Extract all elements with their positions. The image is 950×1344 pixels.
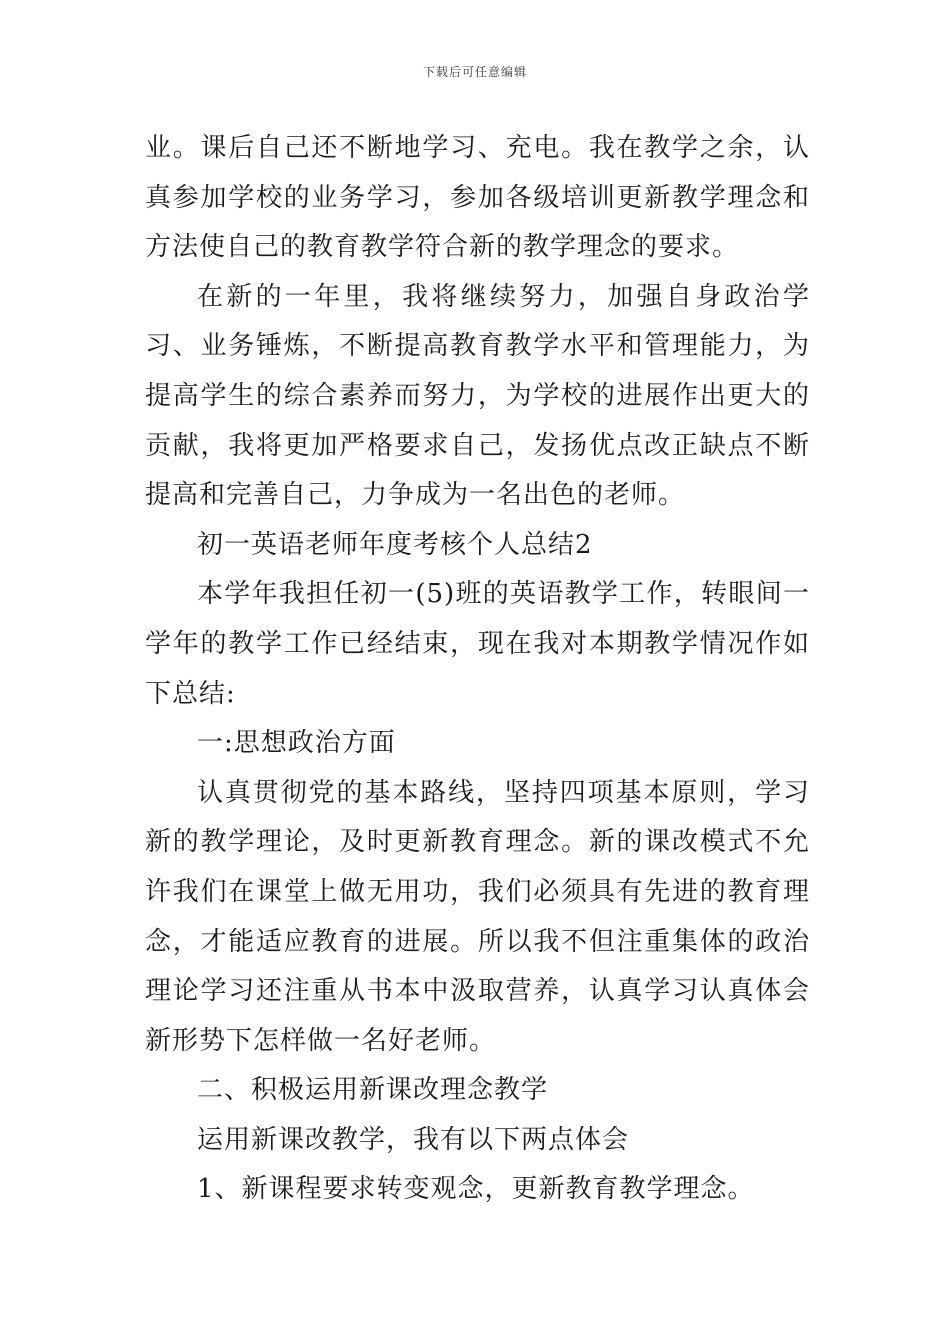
page-header-note: 下载后可任意编辑	[422, 65, 527, 79]
heading-ideology: 一:思想政治方面	[197, 728, 396, 759]
paragraph-ideology: 认真贯彻党的基本路线，坚持四项基本原则，学习新的教学理论，及时更新教育理念。新的课改模式不允许我们在课堂上做无用功，我们必须具有先进的教育理念，才能适应教育的进展。所以我不但注重集体的政治理论学习还注重从书本中汲取营养，认真学习认真体会新形势下怎样做一名好老师。	[145, 777, 810, 1056]
paragraph-experience: 运用新课改教学，我有以下两点体会	[197, 1124, 630, 1155]
section-title: 初一英语老师年度考核个人总结2	[197, 529, 593, 560]
list-item-1: 1、新课程要求转变观念，更新教育教学理念。	[197, 1174, 755, 1205]
paragraph-intro: 本学年我担任初一(5)班的英语教学工作，转眼间一学年的教学工作已经结束，现在我对本期教学情况作如下总结:	[145, 579, 810, 709]
document-body	[145, 124, 810, 1215]
paragraph-continuation: 业。课后自己还不断地学习、充电。我在教学之余，认真参加学校的业务学习，参加各级培训更新教学理念和方法使自己的教育教学符合新的教学理念的要求。	[145, 133, 810, 263]
heading-new-curriculum: 二、积极运用新课改理念教学	[197, 1075, 549, 1106]
paragraph-new-year: 在新的一年里，我将继续努力，加强自身政治学习、业务锤炼，不断提高教育教学水平和管理能力，为提高学生的综合素养而努力，为学校的进展作出更大的贡献，我将更加严格要求自己，发扬优点改正缺点不断提高和完善自己，力争成为一名出色的老师。	[145, 281, 810, 511]
